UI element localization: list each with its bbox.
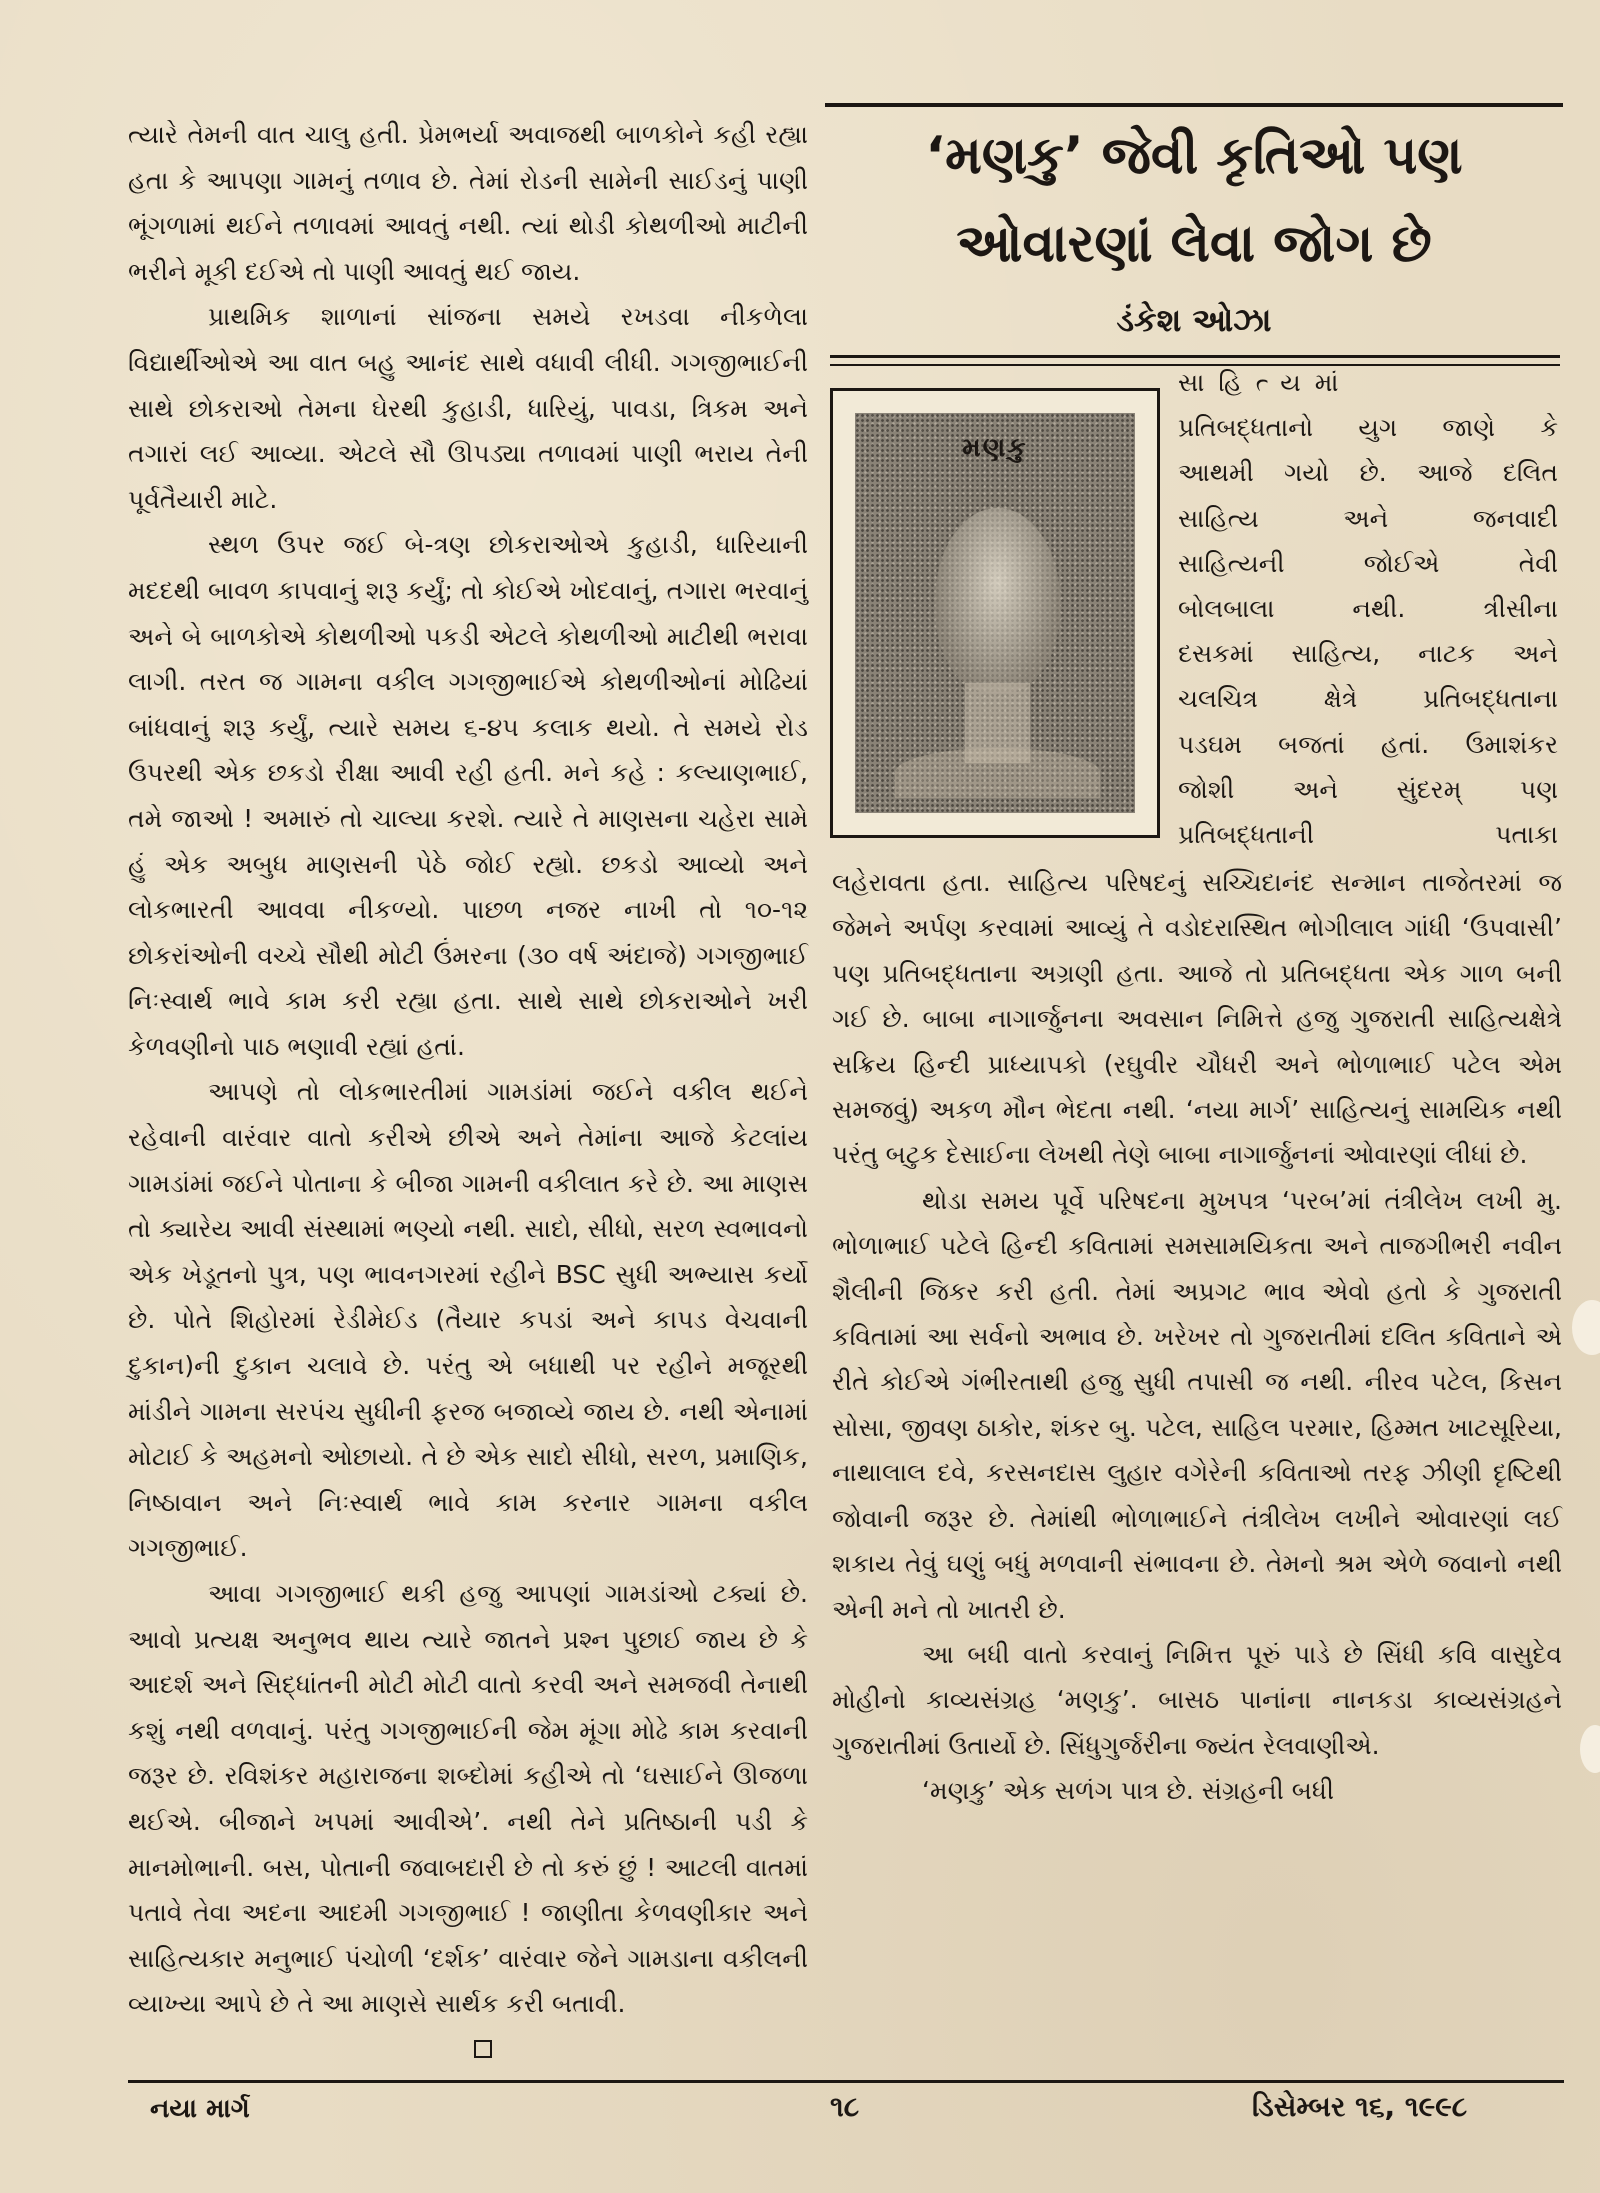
article-headline	[825, 112, 1563, 288]
paragraph: આ બધી વાતો કરવાનું નિમિત્ત પૂરું પાડે છે સિંધી કવિ વાસુદેવ મોહીનો કાવ્યસંગ્રહ ‘મણકુ’. બાસઠ પાનાંના નાનકડા કાવ્યસંગ્રહને ગુજરાતીમાં ઉતાર્યો છે. સિંધુગુર્જરીના જ્યંત રેલવાણીએ.	[832, 1639, 1562, 1760]
book-cover-image	[830, 388, 1160, 838]
paragraph: આપણે તો લોકભારતીમાં ગામડાંમાં જઈને વકીલ થઈને રહેવાની વારંવાર વાતો કરીએ છીએ અને તેમાંના આજે કેટલાંય ગામડાંમાં જઈને પોતાના કે બીજા ગામની વકીલાત કરે છે. આ માણસ તો ક્યારેય આવી સંસ્થામાં ભણ્યો નથી. સાદો, સીધો, સરળ સ્વભાવનો એક ખેડૂતનો પુત્ર, પણ ભાવનગરમાં રહીને BSC સુધી અભ્યાસ કર્યો છે. પોતે શિહોરમાં રેડીમેઈડ (તૈયાર કપડાં અને કાપડ વેચવાની દુકાન)ની દુકાન ચલાવે છે. પરંતુ એ બધાથી પર રહીને મજૂરથી માંડીને ગામના સરપંચ સુધીની ફરજ બજાવ્યે જાય છે. નથી એનામાં મોટાઈ કે અહમનો ઓછાયો. તે છે એક સાદો સીધો, સરળ, પ્રમાણિક, નિષ્ઠાવાન અને નિઃસ્વાર્થ ભાવે કામ કરનાર ગામના વકીલ ગગજીભાઈ.	[128, 1077, 808, 1563]
paragraph: ત્યારે તેમની વાત ચાલુ હતી. પ્રેમભર્યા અવાજથી બાળકોને કહી રહ્યા હતા કે આપણા ગામનું તળાવ છે. તેમાં રોડની સામેની સાઈડનું પાણી ભૂંગળામાં થઈને તળાવમાં આવતું નથી. ત્યાં થોડી કોથળીઓ માટીની ભરીને મૂકી દઈએ તો પાણી આવતું થઈ જાય.	[128, 120, 808, 286]
text-line: દસકમાં સાહિત્ય, નાટક અને	[1178, 639, 1558, 669]
page-number: ૧૮	[830, 2090, 860, 2123]
paragraph: આવા ગગજીભાઈ થકી હજુ આપણાં ગામડાંઓ ટક્યાં છે. આવો પ્રત્યક્ષ અનુભવ થાય ત્યારે જાતને પ્રશ્ન પુછાઈ જાય છે કે આદર્શ અને સિદ્ધાંતની મોટી મોટી વાતો કરવી અને સમજવી તેનાથી કશું નથી વળવાનું. પરંતુ ગગજીભાઈની જેમ મૂંગા મોઢે કામ કરવાની જરૂર છે. રવિશંકર મહારાજના શબ્દોમાં કહીએ તો ‘ઘસાઈને ઊજળા થઈએ. બીજાને ખપમાં આવીએ’. નથી તેને પ્રતિષ્ઠાની પડી કે માનમોભાની. બસ, પોતાની જવાબદારી છે તો કરું છું ! આટલી વાતમાં પતાવે તેવા અદના આદમી ગગજીભાઈ ! જાણીતા કેળવણીકાર અને સાહિત્યકાર મનુભાઈ પંચોળી ‘દર્શક’ વારંવાર જેને ગામડાના વકીલની વ્યાખ્યા આપે છે તે આ માણસે સાર્થક કરી બતાવી.	[128, 1579, 808, 2019]
book-cover-halftone	[855, 413, 1135, 813]
sculpture-head-shape	[935, 508, 1060, 693]
footer-rule	[128, 2080, 1564, 2083]
text-line: સાહિત્ય અને જનવાદી	[1178, 503, 1558, 533]
end-of-article-mark	[474, 2040, 492, 2058]
text-line: આથમી ગયો છે. આજે દલિત	[1178, 458, 1558, 488]
headline-top-rule	[825, 103, 1563, 107]
headline-line-2: ઓવારણાં લેવા જોગ છે	[956, 214, 1432, 274]
magazine-name: નયા માર્ગ	[150, 2094, 250, 2124]
paragraph: થોડા સમય પૂર્વે પરિષદના મુખપત્ર ‘પરબ’માં તંત્રીલેખ લખી મુ. ભોળાભાઈ પટેલે હિન્દી કવિતામાં સમસામયિકતા અને તાજગીભરી નવીન શૈલીની જિકર કરી હતી. તેમાં અપ્રગટ ભાવ એવો હતો કે ગુજરાતી કવિતામાં આ સર્વનો અભાવ છે. ખરેખર તો ગુજરાતીમાં દલિત કવિતાને એ રીતે કોઈએ ગંભીરતાથી હજુ સુધી તપાસી જ નથી. નીરવ પટેલ, કિસન સોસા, જીવણ ઠાકોર, શંકર બુ. પટેલ, સાહિલ પરમાર, હિમ્મત ખાટસૂરિયા, નાથાલાલ દવે, કરસનદાસ લુહાર વગેરેની કવિતાઓ તરફ ઝીણી દૃષ્ટિથી જોવાની જરૂર છે. તેમાંથી ભોળાભાઈને તંત્રીલેખ લખીને ઓવારણાં લઈ શકાય તેવું ઘણું બધું મળવાની સંભાવના છે. તેમનો શ્રમ એળે જવાનો નથી એની મને તો ખાતરી છે.	[832, 1185, 1562, 1624]
headline-line-1: ‘મણકુ’ જેવી કૃતિઓ પણ	[925, 126, 1463, 186]
paragraph: સ્થળ ઉપર જઈ બે-ત્રણ છોકરાઓએ કુહાડી, ધારિયાની મદદથી બાવળ કાપવાનું શરૂ કર્યું; તો કોઈએ ખોદવાનું, તગારા ભરવાનું અને બે બાળકોએ કોથળીઓ પકડી એટલે કોથળીઓ માટીથી ભરાવા લાગી. તરત જ ગામના વકીલ ગગજીભાઈએ કોથળીઓનાં મોઢિયાં બાંધવાનું શરૂ કર્યું, ત્યારે સમય ૬-૪૫ કલાક થયો. તે સમયે રોડ ઉપરથી એક છકડો રીક્ષા આવી રહી હતી. મને કહે : કલ્યાણભાઈ, તમે જાઓ ! અમારું તો ચાલ્યા કરશે. ત્યારે તે માણસના ચહેરા સામે હું એક અબુધ માણસની પેઠે જોઈ રહ્યો. છકડો આવ્યો અને લોકભારતી આવવા નીકળ્યો. પાછળ નજર નાખી તો ૧૦-૧૨ છોકરાંઓની વચ્ચે સૌથી મોટી ઉંમરના (૩૦ વર્ષ અંદાજે) ગગજીભાઈ નિઃસ્વાર્થ ભાવે કામ કરી રહ્યા હતા. સાથે સાથે છોકરાઓને ખરી કેળવણીનો પાઠ ભણાવી રહ્યાં હતાં.	[128, 530, 808, 1061]
text-line: ચલચિત્ર ક્ષેત્રે પ્રતિબદ્ધતાના	[1178, 684, 1558, 714]
paper-tear	[1572, 1300, 1600, 1355]
paragraph: ‘મણકુ’ એક સળંગ પાત્ર છે. સંગ્રહની બધી	[922, 1776, 1334, 1806]
byline-rule	[830, 355, 1560, 358]
paragraph: લહેરાવતા હતા. સાહિત્ય પરિષદનું સચ્ચિદાનંદ સન્માન તાજેતરમાં જ જેમને અર્પણ કરવામાં આવ્યું તે વડોદરાસ્થિત ભોગીલાલ ગાંધી ‘ઉપવાસી’ પણ પ્રતિબદ્ધતાના અગ્રણી હતા. આજે તો પ્રતિબદ્ધતા એક ગાળ બની ગઈ છે. બાબા નાગાર્જુનના અવસાન નિમિત્તે હજુ ગુજરાતી સાહિત્યક્ષેત્રે સક્રિય હિન્દી પ્રાધ્યાપકો (રઘુવીર ચૌધરી અને ભોળાભાઈ પટેલ એમ સમજવું) અકળ મૌન ભેદતા નથી. ‘નયા માર્ગ’ સાહિત્યનું સામયિક નથી પરંતુ બટુક દેસાઈના લેખથી તેણે બાબા નાગાર્જુનનાં ઓવારણાં લીધાં છે.	[832, 868, 1562, 1170]
text-line: બોલબાલા નથી. ત્રીસીના	[1178, 594, 1558, 624]
author-byline: ડંકેશ ઓઝા	[1116, 301, 1272, 339]
right-column-article	[832, 860, 1562, 1814]
text-line: પડઘમ બજતાં હતાં. ઉમાશંકર	[1178, 729, 1558, 759]
text-line: પ્રતિબદ્ધતાની પતાકા	[1178, 820, 1558, 850]
paragraph: પ્રાથમિક શાળાનાં સાંજના સમયે રખડવા નીકળેલા વિદ્યાર્થીઓએ આ વાત બહુ આનંદ સાથે વધાવી લીધી. ગગજીભાઈની સાથે છોકરાઓ તેમના ઘેરથી કુહાડી, ધારિયું, પાવડા, ત્રિકમ અને તગારાં લઈ આવ્યા. એટલે સૌ ઊપડ્યા તળાવમાં પાણી ભરાય તેની પૂર્વતૈયારી માટે.	[128, 302, 808, 514]
book-cover-title: મણકુ	[962, 433, 1028, 463]
text-line: સાહિત્યની જોઈએ તેવી	[1178, 548, 1558, 578]
text-line: પ્રતિબદ્ધતાનો યુગ જાણે કે	[1178, 413, 1558, 443]
article-intro-beside-image	[1178, 360, 1558, 857]
sculpture-base-shape	[895, 748, 1100, 798]
text-line: જોશી અને સુંદરમ્ પણ	[1178, 774, 1558, 804]
paper-tear	[1580, 1725, 1600, 1773]
issue-date: ડિસેમ્બર ૧૬, ૧૯૯૮	[1252, 2090, 1468, 2123]
text-line: સાહિત્યમાં	[1178, 368, 1353, 397]
left-column-article	[128, 112, 808, 2027]
